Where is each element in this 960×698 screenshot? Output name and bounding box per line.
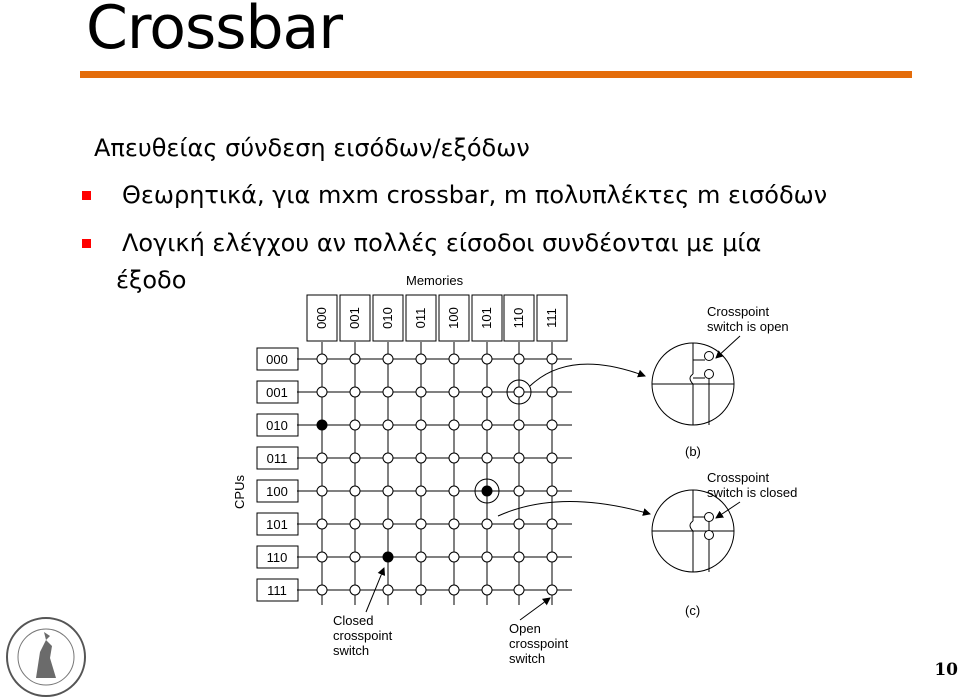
open-crosspoint-switch: [449, 387, 459, 397]
memory-address-label: 110: [511, 307, 526, 329]
open-crosspoint-switch: [416, 585, 426, 595]
open-crosspoint-switch: [416, 519, 426, 529]
open-crosspoint-switch: [547, 519, 557, 529]
open-crosspoint-switch: [350, 519, 360, 529]
cpu-address-label: 100: [266, 484, 288, 499]
panel-b-label: (b): [685, 444, 701, 459]
open-crosspoint-label: Open: [509, 621, 541, 636]
panel-b-switch-bottom: [705, 370, 714, 379]
open-crosspoint-switch: [482, 354, 492, 364]
open-crosspoint-switch: [547, 585, 557, 595]
connector-to-panel-c: [498, 501, 650, 516]
closed-crosspoint-switch: [317, 420, 328, 431]
open-crosspoint-switch: [317, 354, 327, 364]
open-switch-caption-line2: switch is open: [707, 319, 789, 334]
open-crosspoint-switch: [449, 519, 459, 529]
closed-crosspoint-label: Closed: [333, 613, 374, 628]
open-crosspoint-switch: [482, 519, 492, 529]
open-crosspoint-switch: [514, 354, 524, 364]
university-seal-logo: [0, 612, 92, 698]
open-crosspoint-switch: [383, 453, 393, 463]
bullet-text-2-continuation: έξοδο: [116, 266, 187, 294]
open-crosspoint-switch: [416, 486, 426, 496]
closed-crosspoint-label: switch: [333, 643, 370, 658]
open-crosspoint-switch: [482, 387, 492, 397]
open-crosspoint-switch: [547, 420, 557, 430]
open-crosspoint-switch: [547, 552, 557, 562]
open-crosspoint-switch: [449, 585, 459, 595]
open-crosspoint-switch: [547, 453, 557, 463]
closed-crosspoint-switch: [383, 552, 394, 563]
cpu-address-label: 110: [266, 550, 288, 565]
open-crosspoint-switch: [482, 420, 492, 430]
cpu-address-label: 010: [266, 418, 288, 433]
memory-address-label: 100: [446, 307, 461, 329]
memory-address-label: 000: [314, 307, 329, 329]
memory-address-label: 010: [380, 307, 395, 329]
open-crosspoint-switch: [547, 486, 557, 496]
open-crosspoint-switch: [317, 453, 327, 463]
open-crosspoint-switch: [416, 453, 426, 463]
open-crosspoint-switch: [547, 354, 557, 364]
open-crosspoint-switch: [449, 354, 459, 364]
open-crosspoint-switch: [449, 486, 459, 496]
open-crosspoint-switch: [416, 552, 426, 562]
memories-label: Memories: [406, 273, 464, 288]
open-crosspoint-switch: [350, 387, 360, 397]
open-crosspoint-switch: [416, 387, 426, 397]
open-crosspoint-switch: [317, 585, 327, 595]
closed-switch-caption-line1: Crosspoint: [707, 470, 770, 485]
open-crosspoint-switch: [383, 585, 393, 595]
page-number: 10: [934, 660, 958, 680]
closed-crosspoint-switch: [482, 486, 493, 497]
open-crosspoint-switch: [383, 519, 393, 529]
open-crosspoint-switch: [317, 519, 327, 529]
connector-to-panel-b: [530, 364, 645, 386]
cpu-address-label: 000: [266, 352, 288, 367]
open-crosspoint-switch: [449, 453, 459, 463]
open-crosspoint-switch: [317, 552, 327, 562]
panel-c-switch-bottom: [705, 531, 714, 540]
open-crosspoint-switch: [416, 354, 426, 364]
open-crosspoint-switch: [514, 486, 524, 496]
open-crosspoint-switch: [449, 420, 459, 430]
open-crosspoint-switch: [383, 420, 393, 430]
open-crosspoint-label: crosspoint: [509, 636, 569, 651]
open-crosspoint-switch: [482, 585, 492, 595]
open-crosspoint-switch: [449, 552, 459, 562]
memory-address-label: 001: [347, 307, 362, 329]
cpu-address-label: 111: [267, 583, 287, 598]
open-crosspoint-switch: [547, 387, 557, 397]
open-crosspoint-switch: [383, 486, 393, 496]
open-crosspoint-switch: [317, 387, 327, 397]
open-crosspoint-label: switch: [509, 651, 546, 666]
cpu-address-label: 001: [266, 385, 288, 400]
open-crosspoint-switch: [350, 585, 360, 595]
bullet-text-2: Λογική ελέγχου αν πολλές είσοδοι συνδέονται με μία: [122, 229, 762, 257]
open-crosspoint-switch: [350, 486, 360, 496]
panel-b-switch-top: [705, 352, 714, 361]
open-crosspoint-switch: [350, 552, 360, 562]
open-crosspoint-switch: [350, 453, 360, 463]
closed-crosspoint-label: crosspoint: [333, 628, 393, 643]
open-crosspoint-switch: [514, 552, 524, 562]
open-crosspoint-switch: [482, 552, 492, 562]
open-crosspoint-switch: [317, 486, 327, 496]
open-crosspoint-switch: [350, 354, 360, 364]
open-crosspoint-switch: [514, 420, 524, 430]
panel-c-switch-top: [705, 513, 714, 522]
panel-c-label: (c): [685, 603, 701, 618]
memory-address-label: 101: [479, 307, 494, 329]
open-crosspoint-switch: [350, 420, 360, 430]
slide-title: Crossbar: [86, 0, 342, 63]
subtitle: Απευθείας σύνδεση εισόδων/εξόδων: [94, 134, 530, 162]
open-crosspoint-switch: [514, 387, 524, 397]
cpu-address-label: 011: [266, 451, 288, 466]
open-crosspoint-switch: [383, 354, 393, 364]
cpu-address-label: 101: [266, 517, 288, 532]
closed-switch-caption-line2: switch is closed: [707, 485, 798, 500]
open-crosspoint-switch: [514, 519, 524, 529]
open-crosspoint-switch: [514, 453, 524, 463]
memory-address-label: 111: [544, 308, 559, 328]
open-crosspoint-switch: [416, 420, 426, 430]
open-crosspoint-switch: [383, 387, 393, 397]
bullet-text-1: Θεωρητικά, για mxm crossbar, m πολυπλέκτες m εισόδων: [122, 181, 828, 209]
open-switch-caption-line1: Crosspoint: [707, 304, 770, 319]
memory-address-label: 011: [413, 307, 428, 329]
open-crosspoint-switch: [482, 453, 492, 463]
open-crosspoint-switch: [514, 585, 524, 595]
cpus-label: CPUs: [232, 475, 247, 509]
open-label-arrow: [520, 598, 550, 620]
open-caption-arrow: [716, 336, 740, 358]
